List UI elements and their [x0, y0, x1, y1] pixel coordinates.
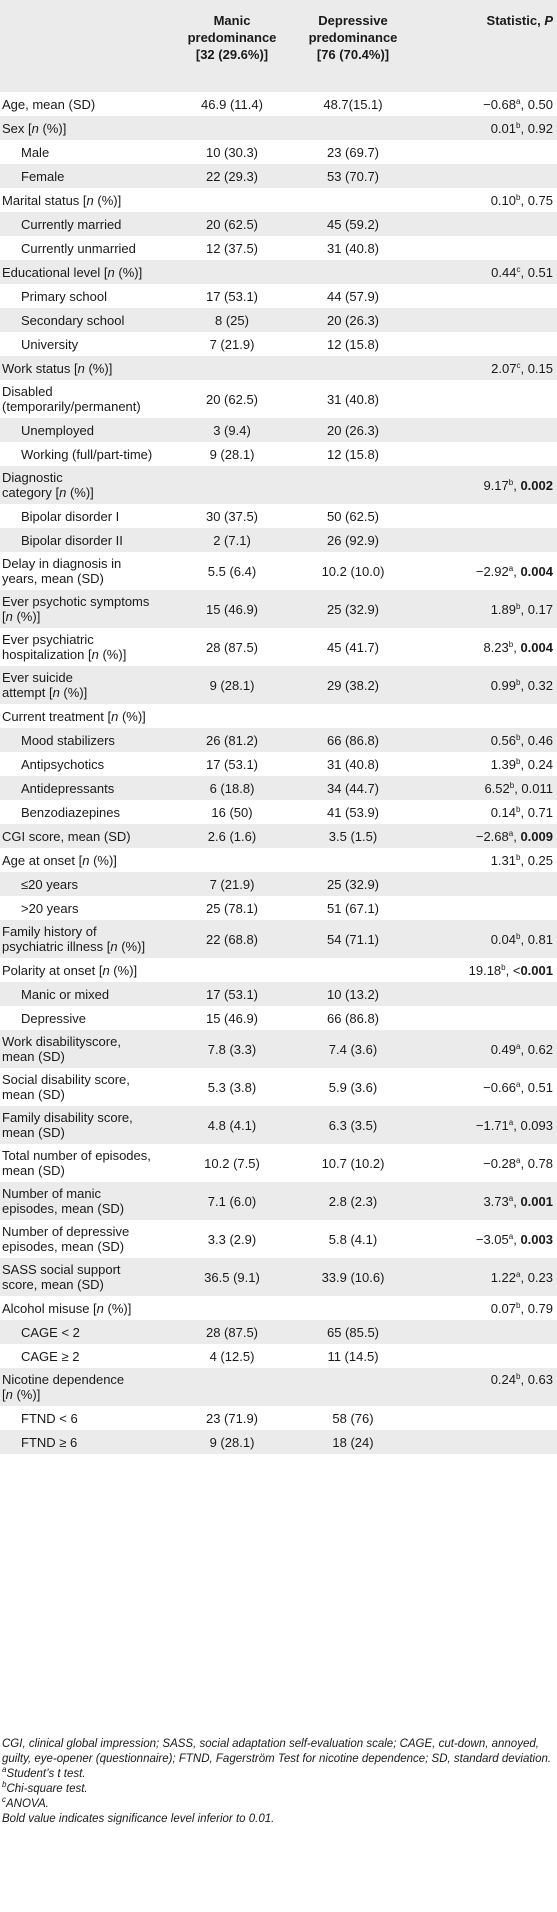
row-label: University — [21, 336, 79, 352]
depressive-value — [292, 958, 414, 982]
row-label: Work status [n (%)] — [2, 360, 113, 376]
depressive-value: 20 (26.3) — [326, 312, 380, 328]
manic-value: 7 (21.9) — [209, 876, 255, 892]
footnote-c: $^c$ANOVA. — [2, 1795, 49, 1810]
manic-value — [172, 1368, 292, 1406]
table-row — [0, 982, 557, 1006]
footnote-abbreviations: CGI, clinical global impression; SASS, social adaptation self-evaluation scale; CAGE, cut-down, annoyed, guilty, eye-opener (questionnaire); FTND, Fagerström Test for nicotine dependence; SD, standard deviation. — [2, 1738, 552, 1765]
depressive-value: 10 (13.2) — [326, 986, 380, 1002]
row-label: Antipsychotics — [21, 756, 105, 772]
header-blank — [0, 0, 172, 92]
table-row — [0, 140, 557, 164]
table-row — [0, 666, 557, 704]
table-row — [0, 332, 557, 356]
statistic-value: 0.10$^b$, 0.75 — [490, 192, 553, 208]
manic-value: 20 (62.5) — [205, 391, 259, 407]
table-row — [0, 164, 557, 188]
row-label: Antidepressants — [21, 780, 115, 796]
statistic-value — [414, 704, 557, 728]
manic-value: 28 (87.5) — [205, 1324, 259, 1340]
statistic-value: 8.23$^b$, 0.004 — [483, 639, 553, 655]
statistic-value: 0.56$^b$, 0.46 — [490, 732, 553, 748]
statistic-value: 1.89$^b$, 0.17 — [490, 601, 553, 617]
statistic-value — [414, 1006, 557, 1030]
statistic-value: 0.07$^b$, 0.79 — [490, 1300, 553, 1316]
table-row — [0, 528, 557, 552]
depressive-value: 10.7 (10.2) — [321, 1155, 385, 1171]
table-row — [0, 1068, 557, 1106]
statistic-value — [414, 236, 557, 260]
statistic-value: 2.07$^c$, 0.15 — [491, 360, 553, 376]
manic-value: 2 (7.1) — [213, 532, 251, 548]
table-row — [0, 1220, 557, 1258]
depressive-value: 31 (40.8) — [326, 240, 380, 256]
row-label: Working (full/part-time) — [21, 446, 153, 462]
statistic-value — [414, 332, 557, 356]
manic-value — [172, 1296, 292, 1320]
manic-value: 5.3 (3.8) — [207, 1079, 257, 1095]
manic-value: 16 (50) — [211, 804, 253, 820]
table-row — [0, 920, 557, 958]
manic-value: 3.3 (2.9) — [207, 1231, 257, 1247]
table-row — [0, 728, 557, 752]
table-row — [0, 1344, 557, 1368]
row-label: ≤20 years — [21, 876, 78, 892]
table-row — [0, 442, 557, 466]
table-row — [0, 188, 557, 212]
depressive-value — [292, 260, 414, 284]
statistic-value — [414, 528, 557, 552]
manic-value: 7.1 (6.0) — [207, 1193, 257, 1209]
manic-value — [172, 188, 292, 212]
statistic-value — [414, 164, 557, 188]
significant-p: 0.004 — [520, 563, 553, 579]
row-label: Number of depressive episodes, mean (SD) — [2, 1224, 130, 1254]
row-label: Number of manic episodes, mean (SD) — [2, 1186, 125, 1216]
depressive-value: 51 (67.1) — [326, 900, 380, 916]
depressive-value: 23 (69.7) — [326, 144, 380, 160]
statistic-value: 3.73$^a$, 0.001 — [483, 1193, 553, 1209]
statistic-value: −3.05$^a$, 0.003 — [475, 1231, 553, 1247]
manic-value: 17 (53.1) — [205, 756, 259, 772]
depressive-value: 44 (57.9) — [326, 288, 380, 304]
depressive-value: 58 (76) — [332, 1410, 374, 1426]
manic-value: 15 (46.9) — [205, 1010, 259, 1026]
row-label: Age at onset [n (%)] — [2, 852, 117, 868]
statistic-value — [414, 982, 557, 1006]
row-label: Social disability score, mean (SD) — [2, 1072, 130, 1102]
header-depressive: Depressive predominance [76 (70.4%)] — [308, 13, 398, 62]
row-label: Primary school — [21, 288, 107, 304]
row-label: Diagnostic category [n (%)] — [2, 470, 94, 500]
row-label: Currently married — [21, 216, 122, 232]
table-row — [0, 1320, 557, 1344]
manic-value: 17 (53.1) — [205, 986, 259, 1002]
manic-value: 4 (12.5) — [209, 1348, 255, 1364]
row-label: Total number of episodes, mean (SD) — [2, 1148, 151, 1178]
row-label: Disabled (temporarily/permanent) — [2, 384, 141, 414]
footnote-bold: Bold value indicates significance level inferior to 0.01. — [2, 1813, 275, 1825]
manic-value: 3 (9.4) — [213, 422, 251, 438]
depressive-value: 41 (53.9) — [326, 804, 380, 820]
row-label: Alcohol misuse [n (%)] — [2, 1300, 132, 1316]
table-row — [0, 236, 557, 260]
row-label: Polarity at onset [n (%)] — [2, 962, 138, 978]
table-row — [0, 1030, 557, 1068]
row-label: CGI score, mean (SD) — [2, 828, 131, 844]
statistic-value — [414, 140, 557, 164]
depressive-value: 2.8 (2.3) — [328, 1193, 378, 1209]
manic-value — [172, 116, 292, 140]
statistic-value — [414, 504, 557, 528]
statistic-value: 0.44$^c$, 0.51 — [491, 264, 553, 280]
manic-value: 2.6 (1.6) — [207, 828, 257, 844]
table-row — [0, 466, 557, 504]
manic-value: 46.9 (11.4) — [201, 96, 263, 112]
statistic-value: 6.52$^b$, 0.011 — [484, 780, 553, 796]
table-row — [0, 628, 557, 666]
statistic-value: −2.68$^a$, 0.009 — [475, 828, 553, 844]
depressive-value: 53 (70.7) — [326, 168, 380, 184]
table-row — [0, 380, 557, 418]
manic-value: 9 (28.1) — [209, 446, 255, 462]
manic-value: 9 (28.1) — [209, 1434, 255, 1450]
table-row — [0, 308, 557, 332]
statistic-value: 0.49$^a$, 0.62 — [490, 1041, 553, 1057]
depressive-value: 45 (41.7) — [326, 639, 380, 655]
statistic-value: −2.92$^a$, 0.004 — [475, 563, 553, 579]
statistic-value: −0.28$^a$, 0.78 — [483, 1155, 553, 1171]
depressive-value: 26 (92.9) — [326, 532, 380, 548]
depressive-value: 31 (40.8) — [326, 756, 380, 772]
statistic-value: 0.14$^b$, 0.71 — [490, 804, 553, 820]
row-label: Delay in diagnosis in years, mean (SD) — [2, 556, 122, 586]
table-row — [0, 92, 557, 116]
depressive-value: 20 (26.3) — [326, 422, 380, 438]
row-label: Bipolar disorder II — [21, 532, 123, 548]
table-row — [0, 958, 557, 982]
depressive-value: 54 (71.1) — [326, 931, 380, 947]
manic-value: 9 (28.1) — [209, 677, 255, 693]
statistic-value — [414, 380, 557, 418]
depressive-value — [292, 1368, 414, 1406]
depressive-value — [292, 188, 414, 212]
depressive-value — [292, 848, 414, 872]
row-label: Bipolar disorder I — [21, 508, 120, 524]
manic-value: 5.5 (6.4) — [207, 563, 257, 579]
depressive-value: 25 (32.9) — [326, 876, 380, 892]
manic-value — [172, 848, 292, 872]
row-label: Currently unmarried — [21, 240, 136, 256]
table-row — [0, 1006, 557, 1030]
table-row — [0, 848, 557, 872]
statistic-value: 0.04$^b$, 0.81 — [490, 931, 553, 947]
statistic-value: −0.68$^a$, 0.50 — [483, 96, 553, 112]
row-label: Unemployed — [21, 422, 94, 438]
row-label: Marital status [n (%)] — [2, 192, 122, 208]
statistic-value — [414, 872, 557, 896]
row-label: Benzodiazepines — [21, 804, 121, 820]
row-label: Ever suicide attempt [n (%)] — [2, 670, 88, 700]
statistic-value — [414, 308, 557, 332]
manic-value: 28 (87.5) — [205, 639, 259, 655]
depressive-value: 5.9 (3.6) — [328, 1079, 378, 1095]
manic-value: 22 (29.3) — [205, 168, 259, 184]
depressive-value: 33.9 (10.6) — [321, 1269, 385, 1285]
manic-value: 6 (18.8) — [209, 780, 255, 796]
significant-p: 0.009 — [520, 828, 553, 844]
manic-value: 4.8 (4.1) — [207, 1117, 257, 1133]
row-label: SASS social support score, mean (SD) — [2, 1262, 121, 1292]
table-row — [0, 1406, 557, 1430]
statistic-value: 0.01$^b$, 0.92 — [490, 120, 553, 136]
depressive-value — [292, 1296, 414, 1320]
manic-value: 17 (53.1) — [205, 288, 259, 304]
table-row — [0, 552, 557, 590]
statistic-value: 0.24$^b$, 0.63 — [490, 1372, 553, 1387]
statistic-value: 1.39$^b$, 0.24 — [490, 756, 553, 772]
manic-value: 7.8 (3.3) — [207, 1041, 257, 1057]
manic-value: 10.2 (7.5) — [204, 1155, 260, 1171]
depressive-value — [292, 704, 414, 728]
manic-value: 23 (71.9) — [205, 1410, 259, 1426]
row-label: Ever psychotic symptoms [n (%)] — [2, 594, 150, 624]
table-row — [0, 1106, 557, 1144]
row-label: Age, mean (SD) — [2, 96, 96, 112]
statistic-value — [414, 418, 557, 442]
significant-p: 0.004 — [520, 639, 553, 655]
depressive-value: 45 (59.2) — [326, 216, 380, 232]
manic-value — [172, 704, 292, 728]
depressive-value: 6.3 (3.5) — [328, 1117, 378, 1133]
table-row — [0, 1368, 557, 1406]
row-label: Manic or mixed — [21, 986, 110, 1002]
manic-value — [172, 260, 292, 284]
statistic-value: 1.31$^b$, 0.25 — [490, 852, 553, 868]
depressive-value: 7.4 (3.6) — [328, 1041, 378, 1057]
depressive-value: 65 (85.5) — [326, 1324, 380, 1340]
manic-value: 10 (30.3) — [205, 144, 259, 160]
statistic-value — [414, 442, 557, 466]
table-row — [0, 1258, 557, 1296]
table-row — [0, 1144, 557, 1182]
table-row — [0, 418, 557, 442]
depressive-value — [292, 116, 414, 140]
depressive-value — [292, 466, 414, 504]
row-label: FTND < 6 — [21, 1410, 78, 1426]
row-label: Secondary school — [21, 312, 125, 328]
depressive-value — [292, 356, 414, 380]
row-label: Family disability score, mean (SD) — [2, 1110, 133, 1140]
table-row — [0, 1182, 557, 1220]
manic-value: 20 (62.5) — [205, 216, 259, 232]
statistic-value: 19.18$^b$, <0.001 — [468, 962, 553, 978]
row-label: Work disabilityscore, mean (SD) — [2, 1034, 121, 1064]
table-row — [0, 776, 557, 800]
table-row — [0, 504, 557, 528]
manic-value: 22 (68.8) — [205, 931, 259, 947]
manic-value: 8 (25) — [215, 312, 249, 328]
depressive-value: 34 (44.7) — [326, 780, 380, 796]
table-row — [0, 824, 557, 848]
row-label: Nicotine dependence [n (%)] — [2, 1372, 125, 1402]
statistic-value — [414, 1430, 557, 1454]
row-label: CAGE ≥ 2 — [21, 1348, 80, 1364]
depressive-value: 31 (40.8) — [326, 391, 380, 407]
header-manic: Manic predominance [32 (29.6%)] — [187, 13, 277, 62]
depressive-value: 50 (62.5) — [326, 508, 380, 524]
depressive-value: 29 (38.2) — [326, 677, 380, 693]
row-label: >20 years — [21, 900, 79, 916]
manic-value — [172, 356, 292, 380]
row-label: Educational level [n (%)] — [2, 264, 143, 280]
significant-p: 0.001 — [520, 1193, 553, 1209]
row-label: Mood stabilizers — [21, 732, 115, 748]
statistic-value: 1.22$^a$, 0.23 — [490, 1269, 553, 1285]
significant-p: 0.002 — [520, 477, 553, 493]
row-label: Sex [n (%)] — [2, 120, 67, 136]
table-row — [0, 872, 557, 896]
row-label: Female — [21, 168, 65, 184]
footnote-b: $^b$Chi-square test. — [2, 1780, 88, 1795]
depressive-value: 66 (86.8) — [326, 732, 380, 748]
row-label: Ever psychiatric hospitalization [n (%)] — [2, 632, 127, 662]
table-row — [0, 260, 557, 284]
depressive-value: 18 (24) — [332, 1434, 374, 1450]
table-row — [0, 1296, 557, 1320]
statistic-value — [414, 284, 557, 308]
row-label: Depressive — [21, 1010, 87, 1026]
footnote-a: $^a$Student’s t test. — [2, 1765, 86, 1780]
manic-value: 25 (78.1) — [205, 900, 259, 916]
table-row — [0, 800, 557, 824]
header-row — [0, 0, 557, 92]
depressive-value: 10.2 (10.0) — [321, 563, 385, 579]
row-label: Family history of psychiatric illness [n (%)] — [2, 924, 146, 954]
depressive-value: 25 (32.9) — [326, 601, 380, 617]
header-statistic: Statistic, P — [486, 13, 553, 28]
significant-p: 0.003 — [520, 1231, 553, 1247]
statistic-value: 9.17$^b$, 0.002 — [483, 477, 553, 493]
manic-value: 26 (81.2) — [205, 732, 259, 748]
significant-p: 0.001 — [520, 962, 553, 978]
table-row — [0, 212, 557, 236]
row-label: CAGE < 2 — [21, 1324, 80, 1340]
row-label: FTND ≥ 6 — [21, 1434, 78, 1450]
table-row — [0, 704, 557, 728]
manic-value: 36.5 (9.1) — [204, 1269, 260, 1285]
statistic-value: −0.66$^a$, 0.51 — [483, 1079, 553, 1095]
table-row — [0, 284, 557, 308]
manic-value: 12 (37.5) — [205, 240, 259, 256]
depressive-value: 48.7(15.1) — [323, 96, 383, 112]
table-row — [0, 896, 557, 920]
statistic-value: −1.71$^a$, 0.093 — [475, 1117, 553, 1133]
statistic-value — [414, 896, 557, 920]
row-label: Current treatment [n (%)] — [2, 708, 146, 724]
statistic-value — [414, 212, 557, 236]
statistic-value: 0.99$^b$, 0.32 — [490, 677, 553, 693]
manic-value — [172, 466, 292, 504]
depressive-value: 11 (14.5) — [327, 1348, 379, 1364]
table-row — [0, 590, 557, 628]
depressive-value: 12 (15.8) — [326, 446, 380, 462]
manic-value: 15 (46.9) — [205, 601, 259, 617]
depressive-value: 5.8 (4.1) — [328, 1231, 378, 1247]
table-row — [0, 1430, 557, 1454]
row-label: Male — [21, 144, 50, 160]
manic-value: 7 (21.9) — [209, 336, 255, 352]
depressive-value: 3.5 (1.5) — [328, 828, 378, 844]
manic-value: 30 (37.5) — [205, 508, 259, 524]
manic-value — [172, 958, 292, 982]
table-row — [0, 116, 557, 140]
depressive-value: 12 (15.8) — [326, 336, 380, 352]
table-row — [0, 356, 557, 380]
depressive-value: 66 (86.8) — [326, 1010, 380, 1026]
table-row — [0, 752, 557, 776]
table-body — [0, 92, 557, 1454]
statistic-value — [414, 1344, 557, 1368]
table-footnotes — [2, 1737, 555, 1827]
statistic-value — [414, 1406, 557, 1430]
statistic-value — [414, 1320, 557, 1344]
